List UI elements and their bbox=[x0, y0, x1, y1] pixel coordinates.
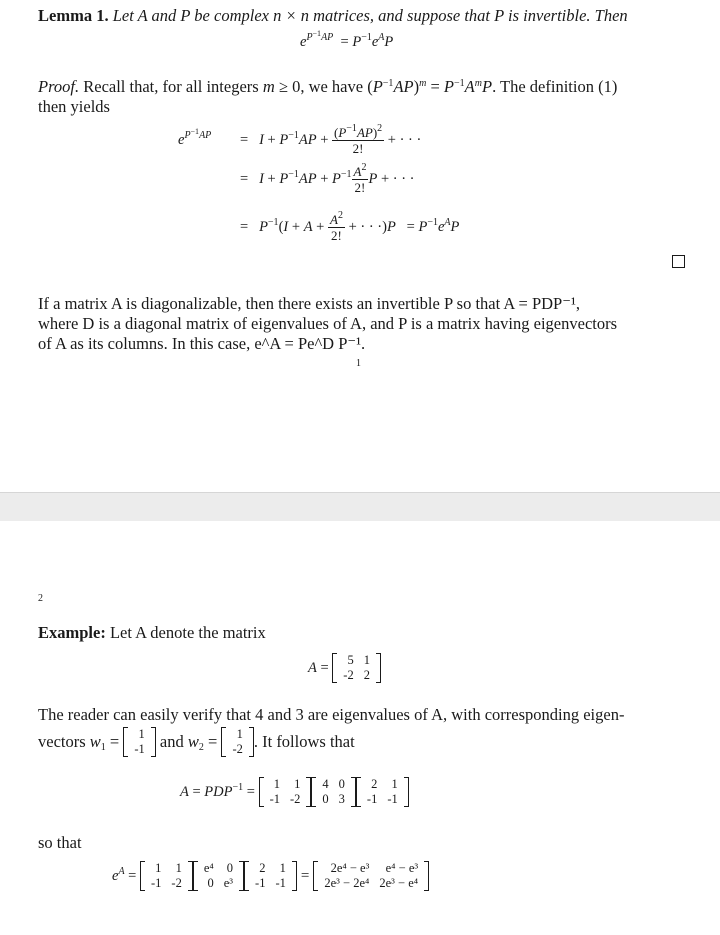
matrix-entry: 4 bbox=[322, 777, 329, 791]
matrix-eA-result bbox=[313, 861, 429, 891]
matrix-eD bbox=[193, 861, 244, 891]
vectors-word: vectors bbox=[38, 732, 86, 751]
lemma-text: Let A and P be complex n × n matrices, and suppose that P is invertible. Then bbox=[112, 6, 628, 25]
matrix-entry: 1 bbox=[236, 727, 243, 741]
matrix-P-inverse bbox=[356, 777, 409, 807]
paragraph-line-3: of A as its columns. In this case, e^A = Pe^D P⁻¹. bbox=[38, 334, 366, 353]
matrix-P bbox=[140, 861, 193, 891]
paragraph-line-2: where D is a diagonal matrix of eigenvalues of A, and P is a matrix having eigenvectors bbox=[38, 314, 618, 333]
vector-w1 bbox=[123, 727, 155, 757]
matrix-entry: -1 bbox=[255, 876, 266, 890]
derivation-line-2: = $I + P^{-1}AP + P^{-1}$ $\frac{A^2}{2!}$ P + · · · bbox=[240, 162, 415, 195]
matrix-entry: 0 bbox=[322, 792, 329, 806]
example-heading bbox=[38, 623, 266, 643]
matrix-entry: -1 bbox=[387, 792, 398, 806]
proof-text-end: The definition (1) bbox=[500, 77, 618, 96]
matrix-entry: 0 bbox=[338, 777, 345, 791]
diagonalization-equation: $A = PDP^{-1}$ = 1 1 -1 -2 4 0 0 3 2 1 -1 -1 bbox=[180, 777, 409, 807]
matrix-entry: 2e³ − 2e⁴ bbox=[324, 876, 370, 890]
page-number: 1 bbox=[356, 358, 361, 369]
page-separator bbox=[0, 492, 720, 522]
example-label: Example: bbox=[38, 623, 106, 642]
lemma-label: Lemma 1. bbox=[38, 6, 109, 25]
matrix-entry: 1 bbox=[175, 861, 182, 875]
lemma-equation: $e^{P^{-1}AP} = P^{-1}e^AP$ bbox=[300, 29, 394, 50]
matrix-entry: 1 bbox=[363, 653, 370, 667]
matrix-entry: 1 bbox=[138, 727, 145, 741]
matrix-P-inverse bbox=[244, 861, 297, 891]
matrix-entry: 1 bbox=[294, 777, 301, 791]
lemma-statement bbox=[38, 6, 628, 26]
matrix-entry: -2 bbox=[343, 668, 354, 682]
and-word: and bbox=[159, 732, 184, 751]
matrix-entry: 2e⁴ − e³ bbox=[330, 861, 370, 875]
matrix-entry: -2 bbox=[171, 876, 182, 890]
page-2 bbox=[0, 521, 720, 935]
matrix-entry: e⁴ − e³ bbox=[385, 861, 419, 875]
matrix-entry: -1 bbox=[150, 876, 162, 890]
matrix-entry: 5 bbox=[347, 653, 354, 667]
matrix-entry: 2 bbox=[371, 777, 378, 791]
matrix-A-definition: A = 5 1 -2 2 bbox=[308, 653, 381, 683]
eigenvectors-line: vectors $w_1$ = 1 -1 and $w_2$ = 1 -2 . It follows that bbox=[38, 727, 355, 756]
follows-text: . It follows that bbox=[253, 732, 355, 751]
matrix-entry: e³ bbox=[223, 876, 234, 890]
matrix-entry: 0 bbox=[226, 861, 234, 875]
matrix-entry: -2 bbox=[232, 742, 243, 756]
matrix-entry: -1 bbox=[134, 742, 145, 756]
matrix-entry: 1 bbox=[279, 861, 286, 875]
matrix-entry: 2 bbox=[259, 861, 266, 875]
proof-line-1: Proof. Recall that, for all integers m ≥ 0, we have $(P^{-1}AP)^m = P^{-1}A^mP$. The definition (1) bbox=[38, 77, 618, 96]
derivation-line-1: = $I + P^{-1}AP$ + $\frac{(P^{-1}AP)^2}{2!}$ + · · · bbox=[240, 123, 422, 156]
page-number: 2 bbox=[38, 593, 43, 604]
matrix-P bbox=[259, 777, 312, 807]
matrix-entry: 3 bbox=[338, 792, 345, 806]
qed-square-icon bbox=[672, 255, 685, 268]
proof-label: Proof. bbox=[38, 77, 80, 96]
matrix-entry: 1 bbox=[391, 777, 398, 791]
verify-line: The reader can easily verify that 4 and 3 are eigenvalues of A, with corresponding eigen- bbox=[38, 705, 625, 724]
derivation-line-3: = $P^{-1}(I + A$ + $\frac{A^2}{2!}$ + · · $\cdot)P = P^{-1}e^AP$ bbox=[240, 210, 460, 243]
proof-text-start: Recall that, for all integers bbox=[83, 77, 259, 96]
derivation-lhs: $e^{P^{-1}AP}$ bbox=[178, 127, 212, 148]
vector-w2 bbox=[221, 727, 253, 757]
matrix-D bbox=[311, 777, 356, 807]
so-that-text: so that bbox=[38, 833, 82, 852]
matrix-entry: -1 bbox=[366, 792, 378, 806]
matrix-entry: 1 bbox=[155, 861, 162, 875]
matrix-entry: -1 bbox=[269, 792, 280, 806]
matrix-entry: 2e³ − e⁴ bbox=[379, 876, 419, 890]
matrix-entry: 2 bbox=[363, 668, 370, 682]
matrix-A bbox=[332, 653, 381, 683]
matrix-entry: 1 bbox=[273, 777, 280, 791]
proof-line-2: then yields bbox=[38, 97, 110, 116]
matrix-entry: 0 bbox=[207, 876, 214, 890]
matrix-entry: -2 bbox=[289, 792, 301, 806]
exponential-equation: $e^A$ = 1 1 -1 -2 e⁴ 0 0 e³ 2 1 -1 -1 = 2e⁴ − e³ e⁴ − e³ 2e³ − 2e⁴ 2e³ − e⁴ bbox=[112, 861, 429, 891]
paragraph-line-1: If a matrix A is diagonalizable, then there exists an invertible P so that A = PDP⁻¹, bbox=[38, 294, 581, 313]
matrix-entry: -1 bbox=[275, 876, 286, 890]
matrix-entry: e⁴ bbox=[203, 861, 214, 875]
example-text: Let A denote the matrix bbox=[109, 623, 266, 642]
